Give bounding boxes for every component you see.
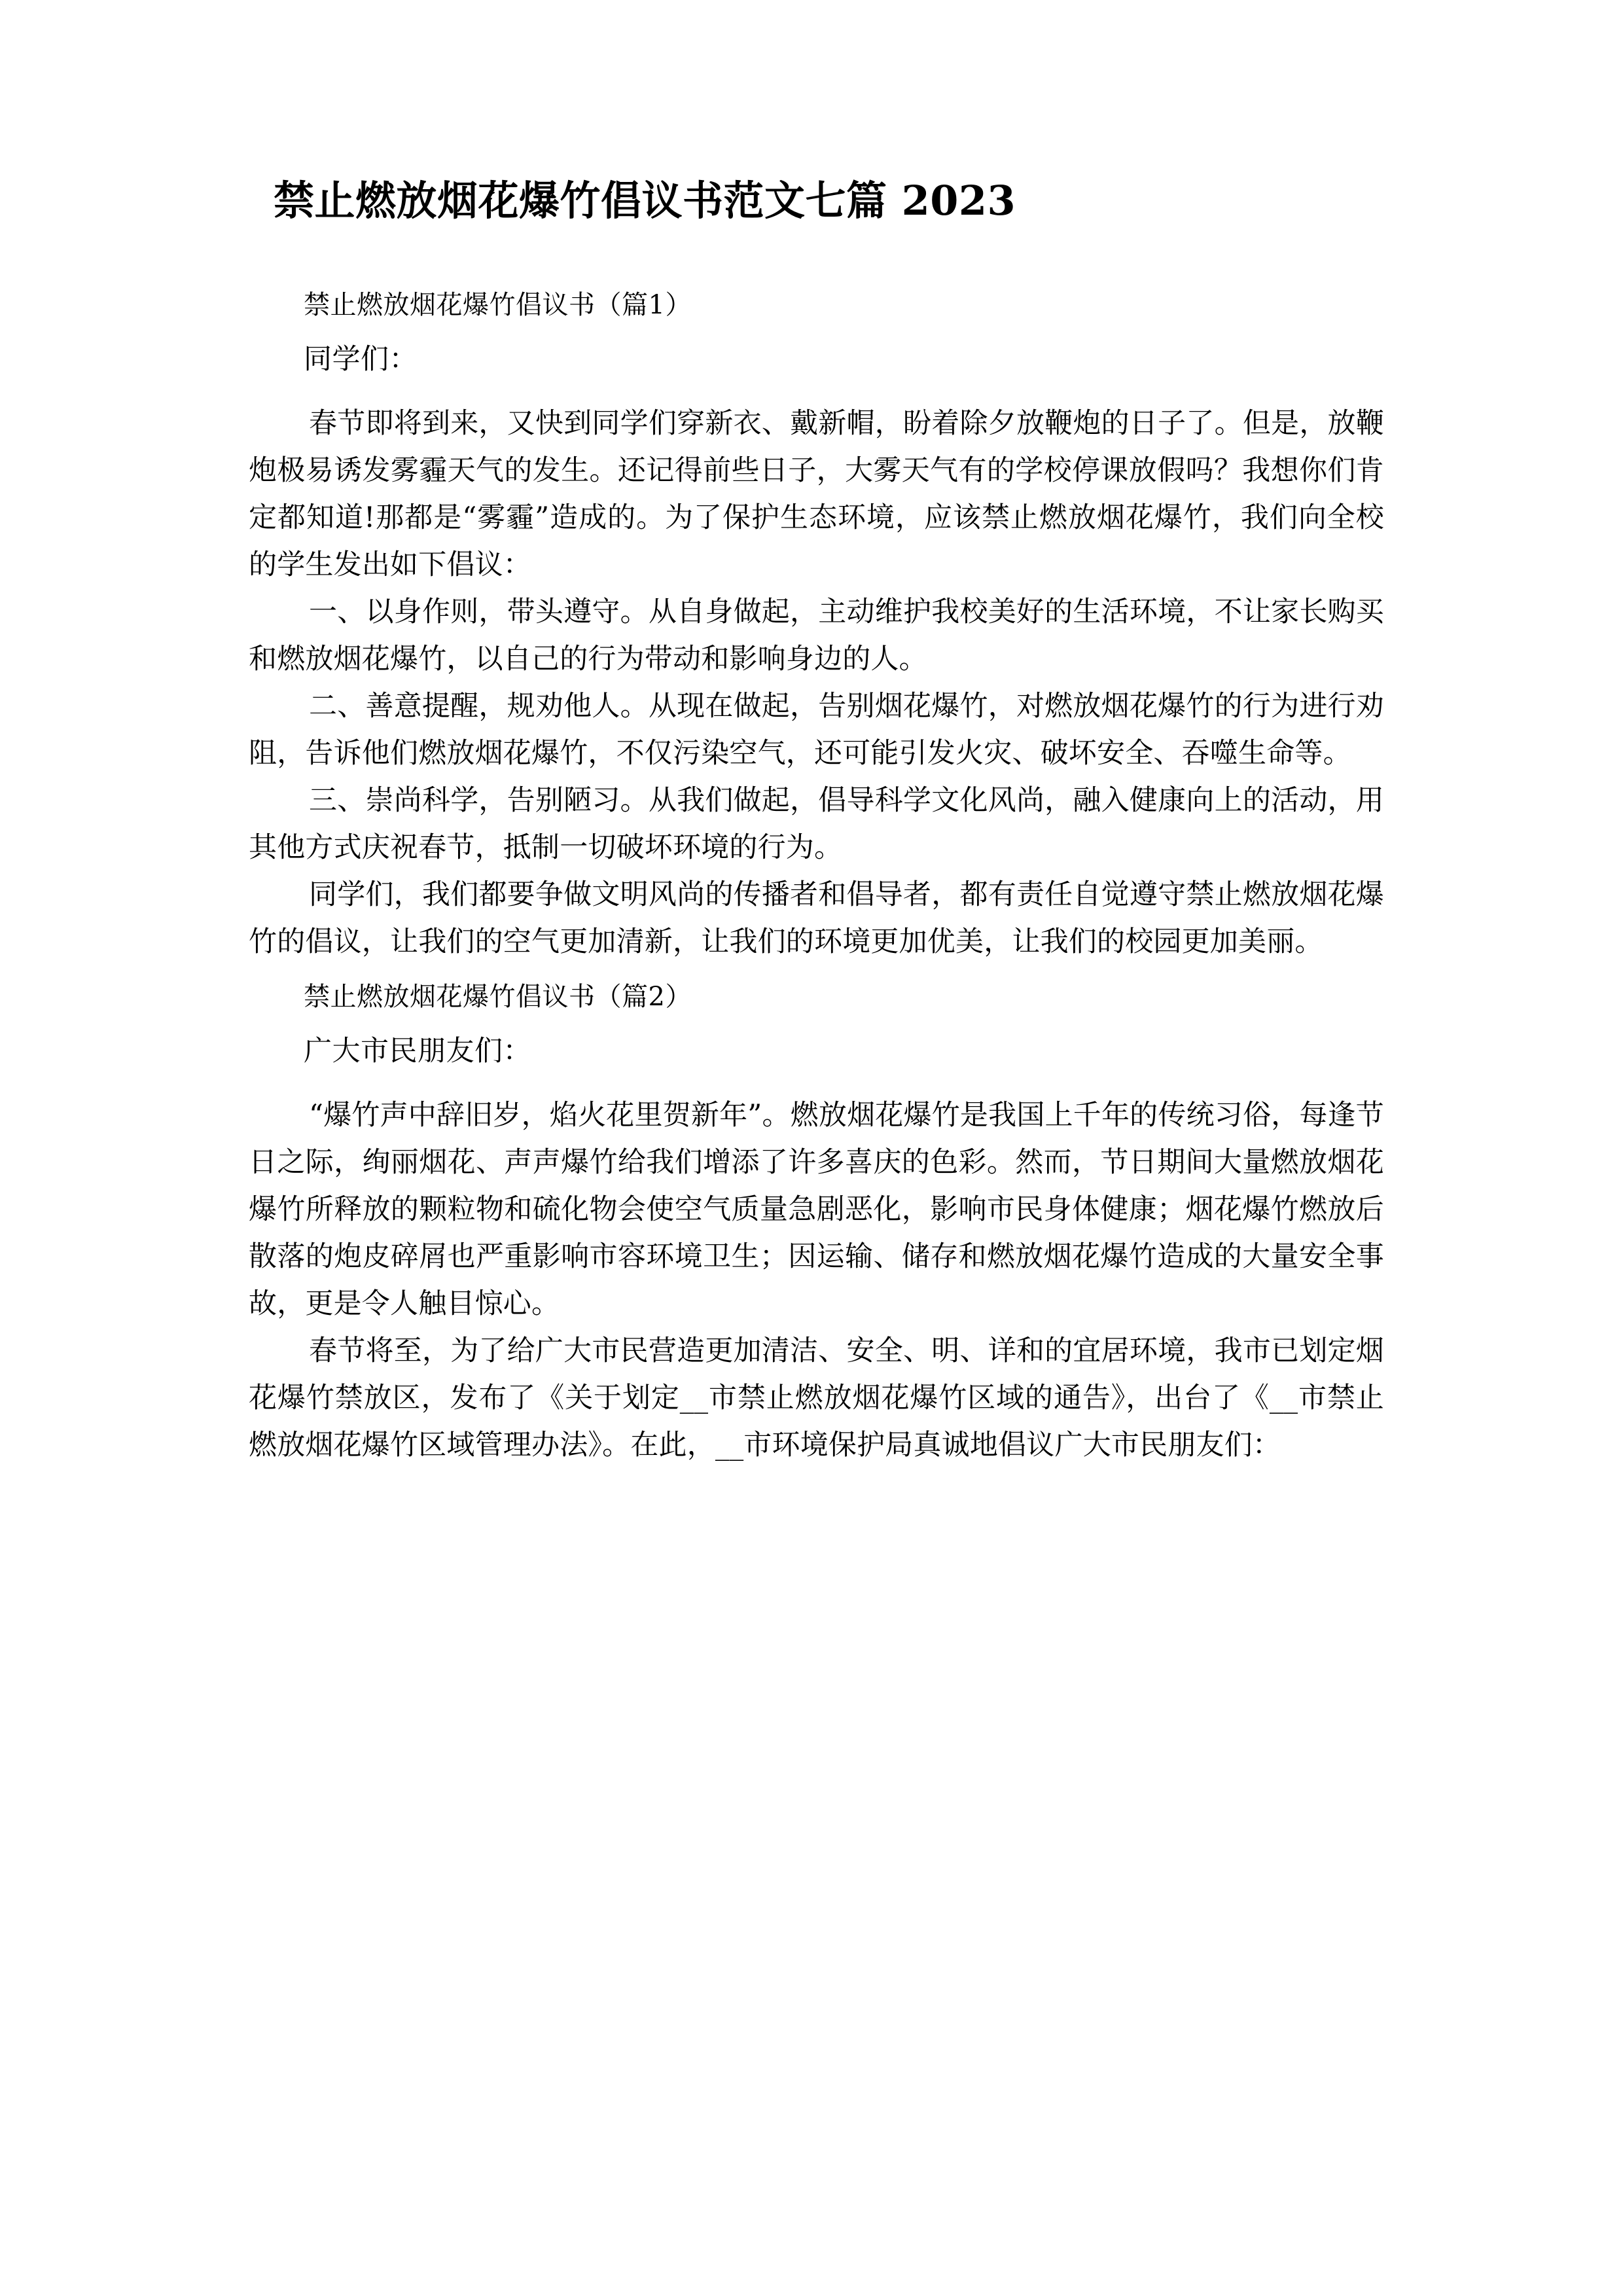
spacer (249, 965, 1384, 984)
section-heading-1: 禁止燃放烟花爆竹倡议书（篇1） (304, 289, 692, 320)
spacer (249, 1010, 1384, 1037)
paragraph: 三、崇尚科学，告别陋习。从我们做起，倡导科学文化风尚，融入健康向上的活动，用其他方式庆祝春节，抵制一切破坏环境的行为。 (249, 783, 1384, 864)
paragraph: 同学们，我们都要争做文明风尚的传播者和倡导者，都有责任自觉遵守禁止燃放烟花爆竹的倡议，让我们的空气更加清新，让我们的环境更加优美，让我们的校园更加美丽。 (249, 878, 1384, 958)
page-title: 禁止燃放烟花爆竹倡议书范文七篇 2023 (274, 177, 1016, 224)
paragraph: 春节即将到来，又快到同学们穿新衣、戴新帽，盼着除夕放鞭炮的日子了。但是，放鞭炮极易诱发雾霾天气的发生。还记得前些日子，大雾天气有的学校停课放假吗？我想你们肯定都知道!那都是“雾霾”造成的。为了保护生态环境，应该禁止燃放烟花爆竹，我们向全校的学生发出如下倡议： (249, 406, 1384, 581)
section-salutation-2: 广大市民朋友们： (304, 1034, 531, 1067)
spacer (249, 318, 1384, 346)
document-content (249, 0, 1384, 1469)
spacer (249, 226, 1384, 292)
paragraph: 二、善意提醒，规劝他人。从现在做起，告别烟花爆竹，对燃放烟花爆竹的行为进行劝阻，告诉他们燃放烟花爆竹，不仅污染空气，还可能引发火灾、破坏安全、吞噬生命等。 (249, 689, 1384, 770)
section-salutation-1: 同学们： (304, 342, 418, 376)
spacer (249, 1066, 1384, 1092)
paragraph: “爆竹声中辞旧岁，焰火花里贺新年”。燃放烟花爆竹是我国上千年的传统习俗，每逢节日之际，绚丽烟花、声声爆竹给我们增添了许多喜庆的色彩。然而，节日期间大量燃放烟花爆竹所释放的颗粒物和硫化物会使空气质量急剧恶化，影响市民身体健康；烟花爆竹燃放后散落的炮皮碎屑也严重影响市容环境卫生；因运输、储存和燃放烟花爆竹造成的大量安全事故，更是令人触目惊心。 (249, 1098, 1384, 1320)
paragraph: 春节将至，为了给广大市民营造更加清洁、安全、明、详和的宜居环境，我市已划定烟花爆竹禁放区，发布了《关于划定__市禁止燃放烟花爆竹区域的通告》，出台了《__市禁止燃放烟花爆竹区域管理办法》。在此，__市环境保护局真诚地倡议广大市民朋友们： (249, 1334, 1384, 1462)
section-heading-2: 禁止燃放烟花爆竹倡议书（篇2） (304, 981, 692, 1012)
paragraph: 一、以身作则，带头遵守。从自身做起，主动维护我校美好的生活环境，不让家长购买和燃放烟花爆竹，以自己的行为带动和影响身边的人。 (249, 595, 1384, 675)
spacer (249, 374, 1384, 400)
